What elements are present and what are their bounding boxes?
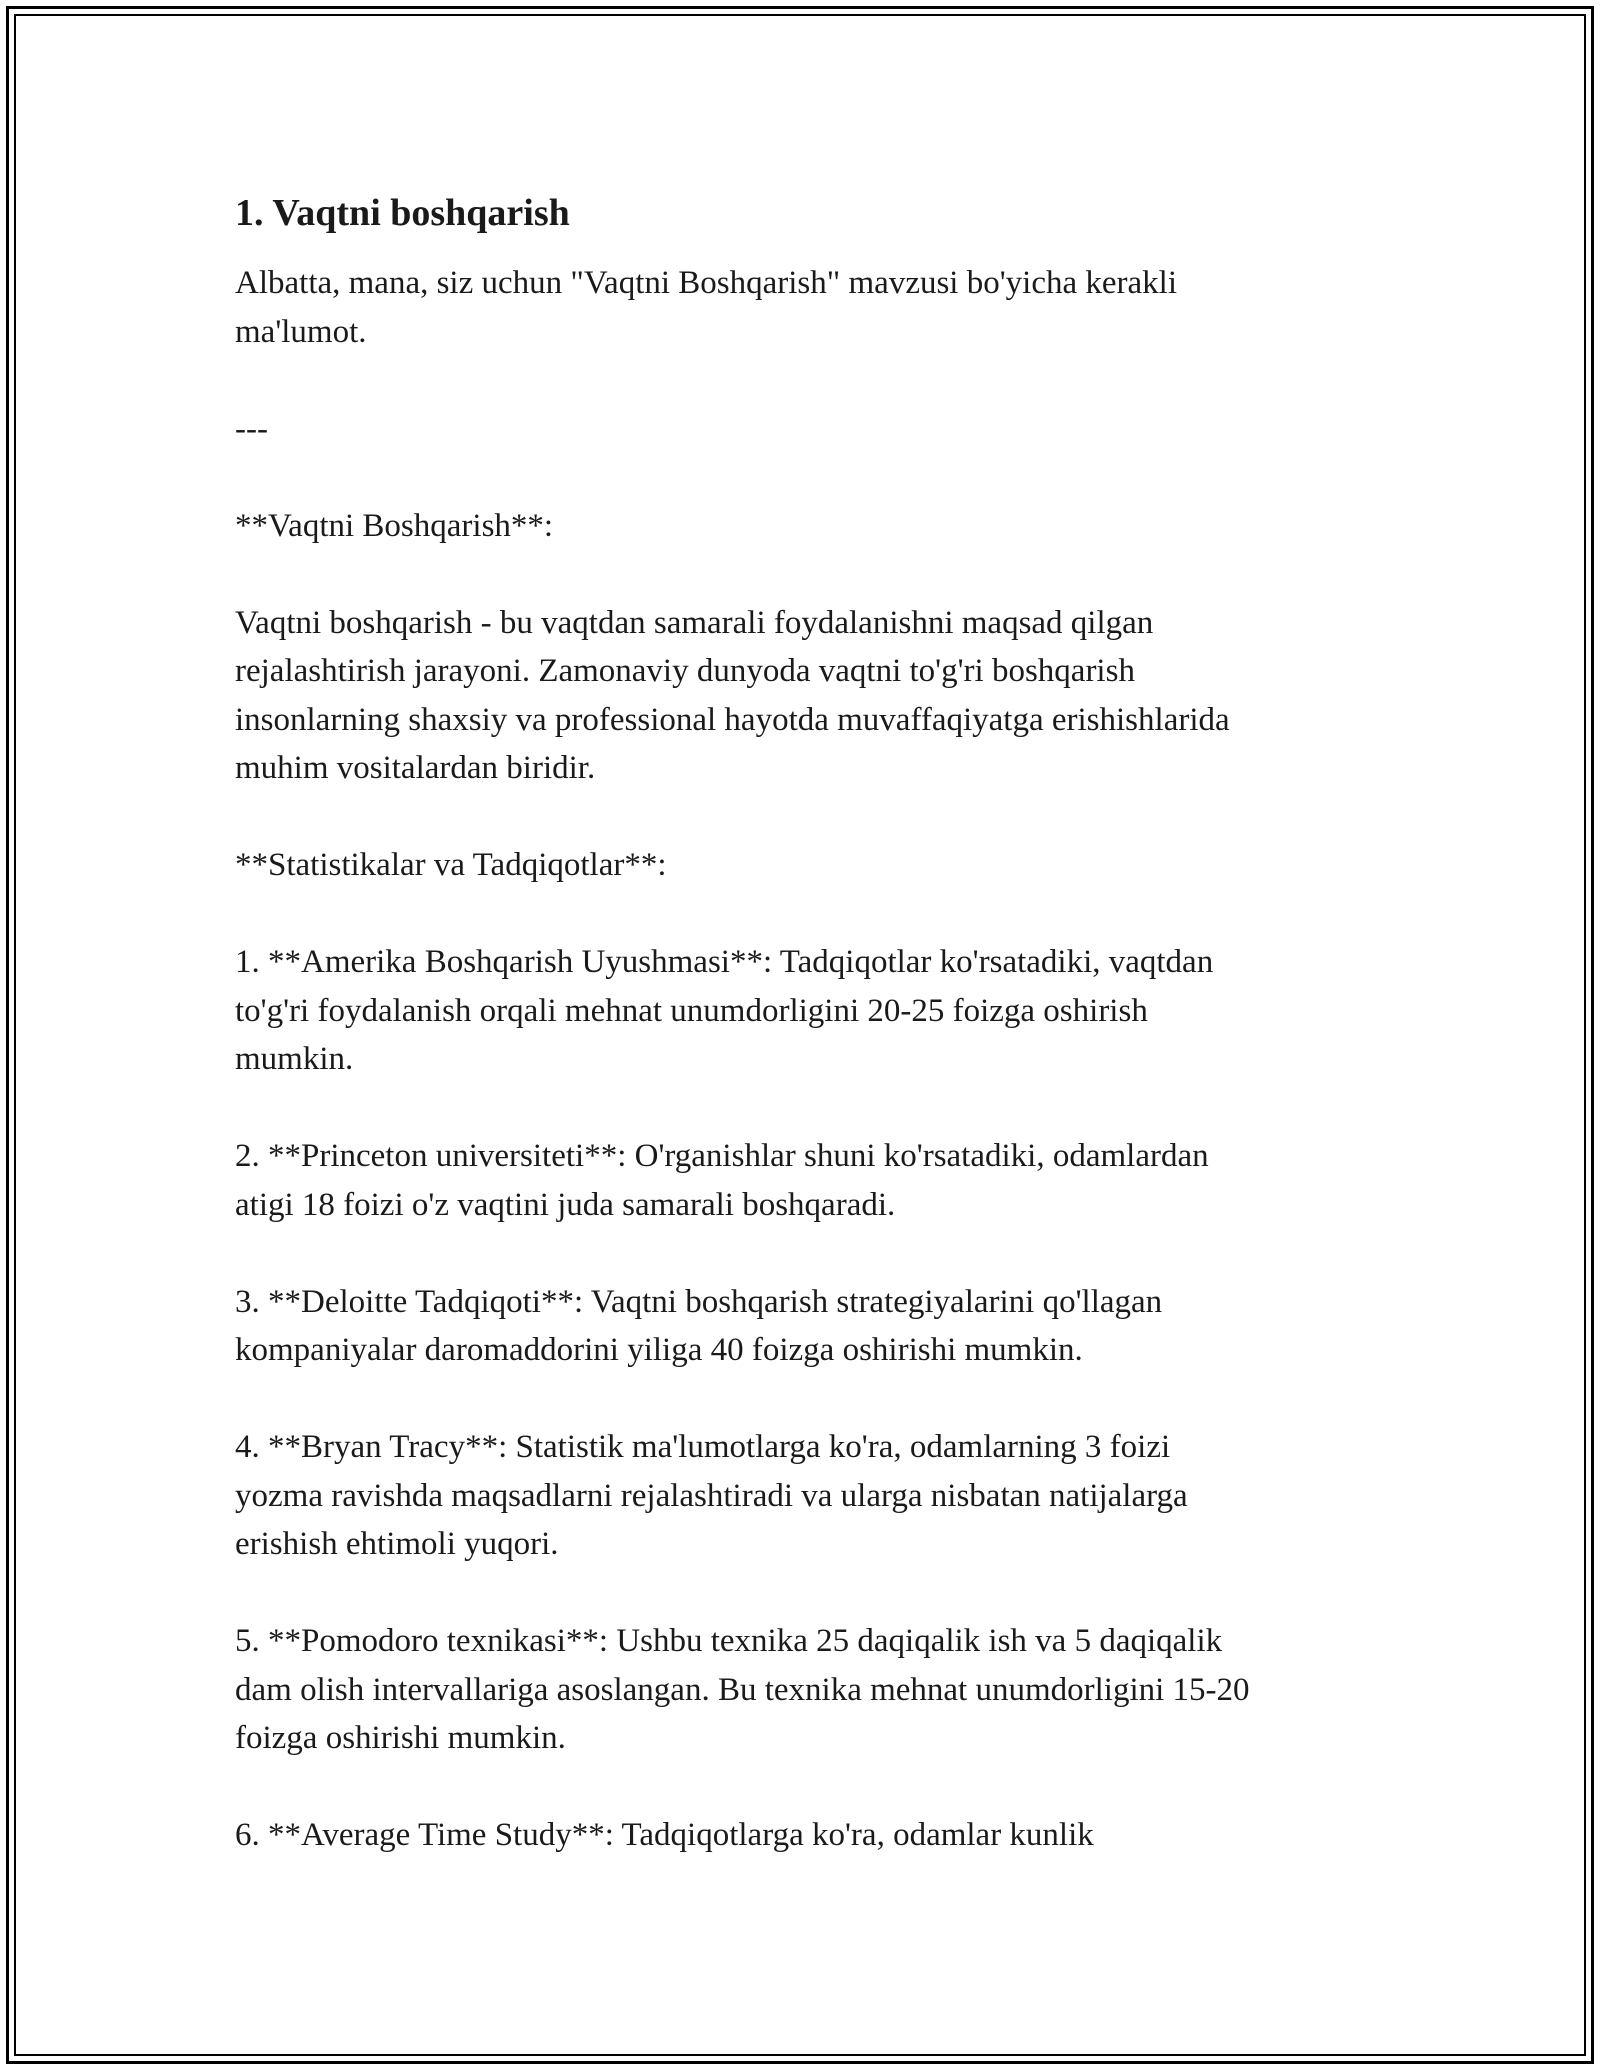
list-item-3: 3. **Deloitte Tadqiqoti**: Vaqtni boshqarish strategiyalarini qo'llagan kompaniyalar daromaddorini yiliga 40 foizga oshirishi mumkin. [235, 1283, 1163, 1368]
list-item-4: 4. **Bryan Tracy**: Statistik ma'lumotlarga ko'ra, odamlarning 3 foizi yozma ravishda maqsadlarni rejalashtiradi va ularga nisbatan natijalarga erishish ehtimoli yuqori. [235, 1429, 1188, 1562]
section-heading-statistics: **Statistikalar va Tadqiqotlar**: [235, 847, 667, 883]
intro-paragraph: Albatta, mana, siz uchun "Vaqtni Boshqarish" mavzusi bo'yicha kerakli ma'lumot. [235, 265, 1177, 350]
list-item-6: 6. **Average Time Study**: Tadqiqotlarga ko'ra, odamlar kunlik [235, 1817, 1094, 1853]
section-heading-time-management: **Vaqtni Boshqarish**: [235, 507, 554, 544]
definition-paragraph: Vaqtni boshqarish - bu vaqtdan samarali foydalanishni maqsad qilgan rejalashtirish jarayoni. Zamonaviy dunyoda vaqtni to'g'ri boshqarish insonlarning shaxsiy va professional hayotda muvaffaqiyatga erishishlarida muhim vositalardan biridir. [235, 604, 1230, 786]
separator-line: --- [235, 410, 268, 447]
list-item-5: 5. **Pomodoro texnikasi**: Ushbu texnika 25 daqiqalik ish va 5 daqiqalik dam olish intervallariga asoslangan. Bu texnika mehnat unumdorligini 15-20 foizga oshirishi mumkin. [235, 1623, 1250, 1756]
list-item-1: 1. **Amerika Boshqarish Uyushmasi**: Tadqiqotlar ko'rsatadiki, vaqtdan to'g'ri foydalanish orqali mehnat unumdorligini 20-25 foizga oshirish mumkin. [235, 944, 1214, 1077]
document-body [235, 185, 1375, 1908]
document-title: 1. Vaqtni boshqarish [235, 192, 570, 234]
list-item-2: 2. **Princeton universiteti**: O'rganishlar shuni ko'rsatadiki, odamlardan atigi 18 foizi o'z vaqtini juda samarali boshqaradi. [235, 1138, 1209, 1223]
